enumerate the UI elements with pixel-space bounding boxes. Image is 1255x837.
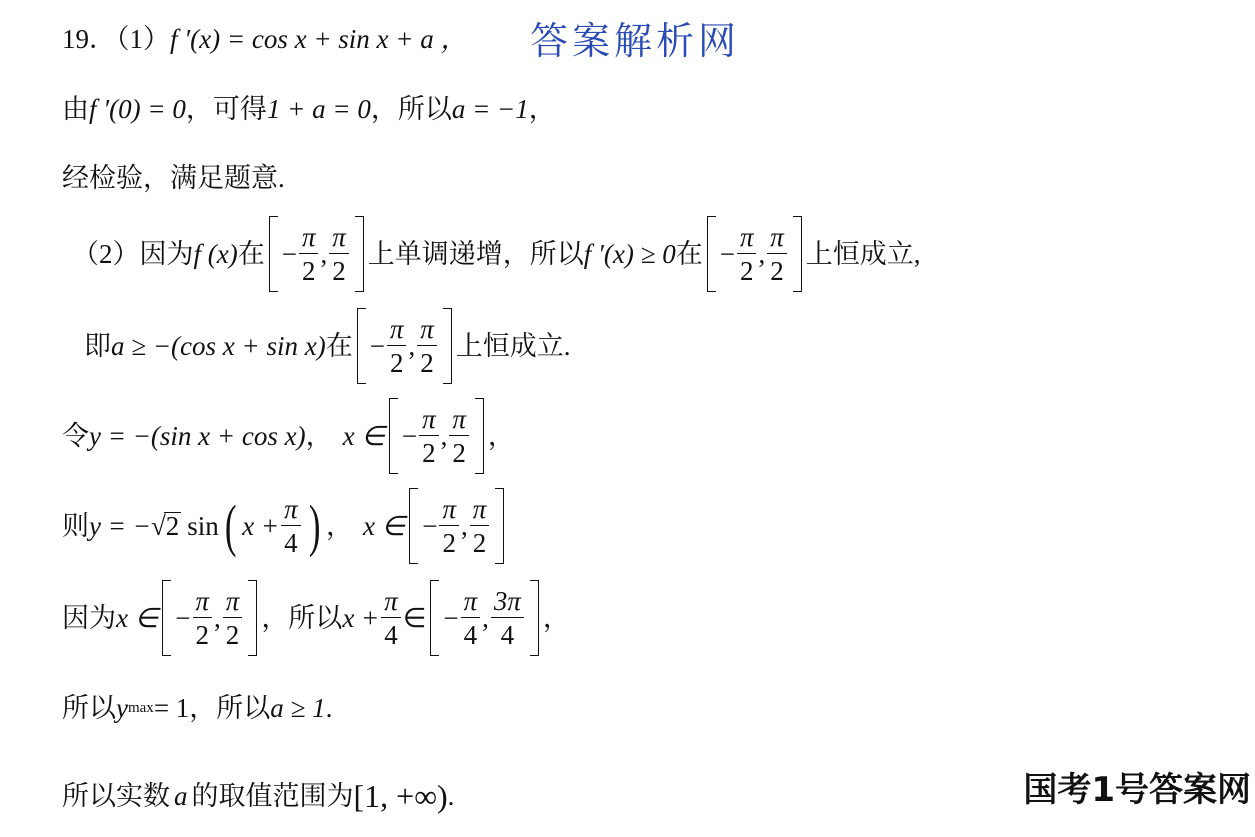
text: 即 xyxy=(84,330,111,361)
text: 经检验，满足题意. xyxy=(62,163,285,193)
den: 2 xyxy=(389,348,404,378)
math: x ∈ xyxy=(342,420,385,451)
text: 在 xyxy=(675,238,703,269)
comma: , xyxy=(758,238,766,269)
minus: − xyxy=(281,238,297,269)
sqrt-symbol: √ 2 xyxy=(150,511,180,541)
num: π xyxy=(223,587,243,618)
comma: , xyxy=(408,330,416,361)
math: f (x) xyxy=(193,238,238,269)
den: 2 xyxy=(301,256,316,286)
line-2 xyxy=(62,96,556,123)
num: π xyxy=(281,495,301,526)
math: y = − xyxy=(89,510,151,541)
fraction xyxy=(461,587,481,650)
num: π xyxy=(449,405,469,436)
math: x ∈ xyxy=(362,510,406,541)
comma: , xyxy=(460,510,468,541)
minus: − xyxy=(719,238,735,269)
derivative-expression: f ′(x) = cos x + sin x + a ， xyxy=(170,24,468,54)
minus: − xyxy=(401,420,418,451)
text: ，所以 xyxy=(370,94,452,124)
line-4 xyxy=(72,216,921,292)
interval-bracket-right xyxy=(793,216,802,292)
den: 4 xyxy=(284,528,298,558)
text: 所以 xyxy=(62,693,116,723)
num: π xyxy=(737,223,757,254)
line-1 xyxy=(62,26,468,53)
den: 2 xyxy=(442,528,456,558)
fraction xyxy=(449,405,469,468)
den: 2 xyxy=(452,438,466,468)
interval-bracket-right xyxy=(495,488,504,564)
line-7 xyxy=(62,488,508,564)
interval-bracket-left xyxy=(357,308,366,384)
math: x + xyxy=(242,510,280,541)
num: π xyxy=(439,495,459,526)
minus: − xyxy=(443,602,459,633)
line-10 xyxy=(62,780,454,812)
math: a xyxy=(174,780,188,811)
comma: , xyxy=(320,238,328,269)
math: y = −(sin x + cos x) xyxy=(89,420,306,451)
text: 因为 xyxy=(62,602,116,633)
num: π xyxy=(461,587,481,618)
line-3 xyxy=(62,165,285,192)
interval-bracket-left xyxy=(389,398,398,474)
line-8 xyxy=(62,580,570,656)
answer-interval: [1, +∞) xyxy=(353,778,448,814)
problem-number: 19．（1） xyxy=(62,24,170,54)
math: f ′(0) = 0 xyxy=(89,94,186,124)
text: ， xyxy=(542,602,570,633)
text: ，可得 xyxy=(185,94,267,124)
text: 由 xyxy=(62,94,89,124)
den: 2 xyxy=(332,256,346,286)
text: 上恒成立. xyxy=(455,330,571,361)
den: 4 xyxy=(463,620,478,650)
text: 所以实数 xyxy=(62,780,170,811)
text: ，所以 xyxy=(261,602,343,633)
den: 2 xyxy=(195,620,210,650)
text: . xyxy=(325,693,333,723)
fraction xyxy=(193,587,213,650)
comma: , xyxy=(482,602,489,633)
text: ， xyxy=(528,94,556,124)
fraction xyxy=(737,223,757,286)
num: π xyxy=(381,587,401,618)
den: 2 xyxy=(770,256,784,286)
fraction xyxy=(299,223,319,286)
watermark-top: 答案解析网 xyxy=(530,19,741,63)
sqrt-content: 2 xyxy=(165,511,180,541)
den: 4 xyxy=(500,620,515,650)
fraction xyxy=(417,315,437,378)
fraction xyxy=(419,405,439,468)
subscript: max xyxy=(127,700,154,716)
num: π xyxy=(299,223,319,254)
math: a = −1 xyxy=(451,94,529,124)
fraction xyxy=(491,587,524,650)
comma: , xyxy=(214,602,221,633)
text: 令 xyxy=(62,420,89,451)
text: （2）因为 xyxy=(72,238,194,269)
num: π xyxy=(417,315,437,346)
line-6 xyxy=(62,398,515,474)
line-5 xyxy=(84,308,571,384)
text: 在 xyxy=(325,330,353,361)
text: 上单调递增，所以 xyxy=(367,238,584,269)
math: x + xyxy=(342,602,380,633)
interval-bracket-left xyxy=(409,488,418,564)
minus: − xyxy=(175,602,191,633)
text: ， xyxy=(325,510,353,541)
math: sin xyxy=(187,510,219,541)
interval-bracket-right xyxy=(355,216,364,292)
line-9 xyxy=(62,695,332,722)
math: a ≥ 1 xyxy=(270,693,326,723)
den: 2 xyxy=(422,438,436,468)
comma: , xyxy=(440,420,448,451)
text: 的取值范围为 xyxy=(191,780,354,811)
den: 2 xyxy=(739,256,754,286)
math: = 1 xyxy=(153,693,190,723)
text: . xyxy=(447,780,455,811)
math: f ′(x) ≥ 0 xyxy=(583,238,676,269)
num: π xyxy=(329,223,349,254)
den: 2 xyxy=(225,620,240,650)
num: π xyxy=(767,223,787,254)
paren-right: ) xyxy=(308,493,321,558)
fraction xyxy=(381,587,401,650)
text: 上恒成立, xyxy=(805,238,921,269)
interval-bracket-left xyxy=(430,580,439,656)
fraction xyxy=(281,495,301,558)
interval-bracket-left xyxy=(162,580,171,656)
text: 在 xyxy=(237,238,265,269)
den: 2 xyxy=(472,528,487,558)
num: 3π xyxy=(491,587,524,618)
interval-bracket-left xyxy=(707,216,716,292)
fraction xyxy=(387,315,407,378)
fraction xyxy=(767,223,787,286)
fraction xyxy=(223,587,243,650)
num: π xyxy=(470,495,490,526)
math: a ≥ −(cos x + sin x) xyxy=(111,330,326,361)
math: 1 + a = 0 xyxy=(266,94,371,124)
paren-left: ( xyxy=(224,493,237,558)
text: ，所以 xyxy=(189,693,271,723)
math: x ∈ xyxy=(116,602,159,633)
num: π xyxy=(193,587,213,618)
interval-bracket-right xyxy=(443,308,452,384)
watermark-bottom: 国考1号答案网 xyxy=(1023,770,1251,810)
num: π xyxy=(387,315,407,346)
interval-bracket-right xyxy=(248,580,257,656)
math: ∈ xyxy=(402,602,427,633)
math: y xyxy=(116,693,128,723)
text: ， xyxy=(305,420,333,451)
fraction xyxy=(439,495,459,558)
interval-bracket-right xyxy=(475,398,484,474)
den: 2 xyxy=(420,348,434,378)
interval-bracket-right xyxy=(530,580,539,656)
fraction xyxy=(470,495,490,558)
text: ， xyxy=(487,420,515,451)
den: 4 xyxy=(384,620,398,650)
minus: − xyxy=(369,330,385,361)
interval-bracket-left xyxy=(269,216,278,292)
num: π xyxy=(419,405,439,436)
text: 则 xyxy=(62,510,89,541)
minus: − xyxy=(422,510,438,541)
fraction xyxy=(329,223,349,286)
